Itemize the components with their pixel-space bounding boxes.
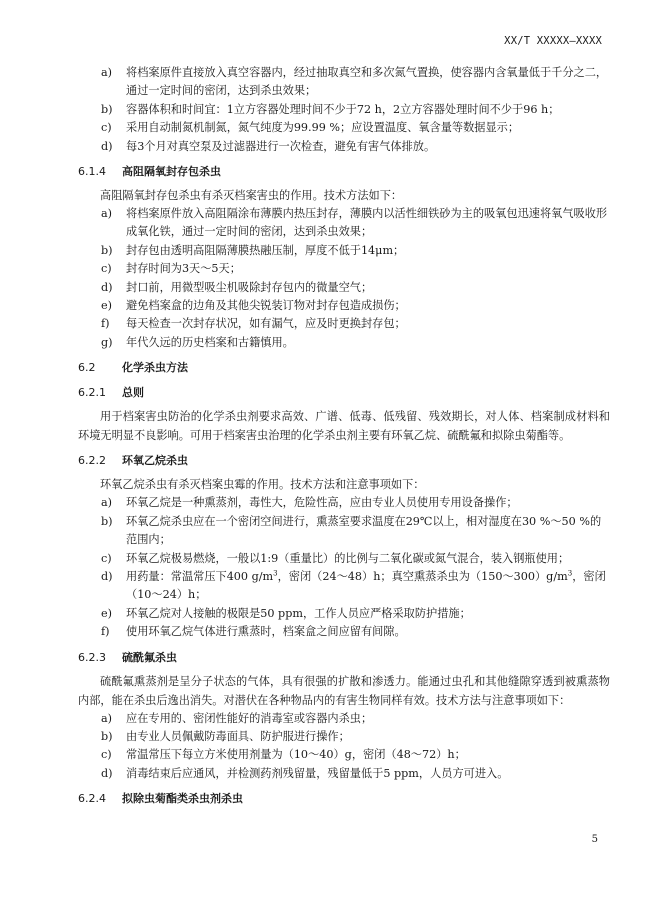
- section-number: 6.2.2: [78, 454, 106, 468]
- section-number: 6.1.4: [78, 165, 106, 179]
- list-item: [78, 297, 610, 315]
- list-marker: f): [101, 625, 110, 639]
- list-marker: c): [101, 262, 112, 276]
- list-item: [78, 568, 610, 605]
- list-item-text: 采用自动制氮机制氮，氮气纯度为99.99 %；应设置温度、氧含量等数据显示；: [126, 121, 520, 135]
- list-item: [78, 746, 610, 764]
- list-marker: d): [101, 280, 113, 294]
- list-marker: a): [101, 711, 113, 725]
- list-marker: b): [101, 729, 113, 743]
- list-item-text: 每3个月对真空泵及过滤器进行一次检查，避免有害气体排放。: [126, 139, 436, 153]
- list-marker: b): [101, 243, 113, 257]
- list-item-text: 封口前，用微型吸尘机吸除封存包内的微量空气；: [126, 280, 373, 294]
- superscript: 3: [273, 569, 278, 578]
- list-item: [78, 119, 610, 137]
- list-item: [78, 279, 610, 297]
- list-item: [78, 205, 610, 242]
- vacuum-nitrogen-list: [78, 64, 610, 156]
- section-title: 总则: [122, 386, 144, 400]
- list-item-text: 封存时间为3天～5天；: [126, 262, 241, 276]
- list-item-text: 应在专用的、密闭性能好的消毒室或容器内杀虫；: [126, 711, 373, 725]
- list-marker: a): [101, 207, 113, 221]
- list-item: [78, 494, 610, 512]
- section-intro: 高阻隔氧封存包杀虫有杀灭档案害虫的作用。技术方法如下：: [100, 189, 403, 203]
- list-item-text: 环氧乙烷极易燃烧，一般以1:9（重量比）的比例与二氧化碳或氮气混合，装入钢瓶使用；: [126, 551, 570, 565]
- list-item-text: 环氧乙烷杀虫应在一个密闭空间进行，熏蒸室要求温度在29℃以上，相对湿度在30 %～50 %的范围内；: [126, 514, 602, 547]
- page-content: [78, 64, 610, 813]
- list-item-text: 消毒结束后应通风，并检测药剂残留量，残留量低于5 ppm，人员方可进入。: [126, 766, 509, 780]
- list-item: [78, 64, 610, 101]
- list-item-text: 每天检查一次封存状况，如有漏气，应及时更换封存包；: [126, 317, 406, 331]
- general-paragraph: 用于档案害虫防治的化学杀虫剂要求高效、广谱、低毒、低残留、残效期长，对人体、档案制成材料和环境无明显不良影响。可用于档案害虫治理的化学杀虫剂主要有环氧乙烷、硫酰氟和拟除虫菊酯等。: [78, 410, 610, 443]
- list-marker: c): [101, 551, 112, 565]
- section-title: 拟除虫菊酯类杀虫剂杀虫: [122, 792, 243, 806]
- section-number: 6.2.3: [78, 650, 106, 664]
- list-item: [78, 710, 610, 728]
- dosage-text: ，密闭（24～48）h；真空熏蒸杀虫为（150～300）g/m: [277, 569, 568, 583]
- list-item: [78, 550, 610, 568]
- list-item: [78, 260, 610, 278]
- list-item-text: [126, 568, 610, 605]
- section-heading-6-2: [78, 359, 610, 377]
- section-heading-6-2-2: [78, 452, 610, 470]
- list-item-text: 常温常压下每立方米使用剂量为（10～40）g，密闭（48～72）h；: [126, 748, 466, 762]
- list-item-text: 使用环氧乙烷气体进行熏蒸时，档案盒之间应留有间隙。: [126, 625, 406, 639]
- list-item-text: 避免档案盒的边角及其他尖锐装订物对封存包造成损伤；: [126, 299, 406, 313]
- list-item: [78, 623, 610, 641]
- sulfuryl-fluoride-list: [78, 710, 610, 784]
- section-heading-6-2-3: [78, 649, 610, 667]
- section-number: 6.2.1: [78, 386, 106, 400]
- dosage-text: 用药量：常温常压下400 g/m: [126, 569, 274, 583]
- list-item: [78, 605, 610, 623]
- ethylene-oxide-list: [78, 494, 610, 641]
- list-marker: g): [101, 335, 113, 349]
- list-item: [78, 242, 610, 260]
- list-marker: f): [101, 317, 110, 331]
- section-heading-6-2-1: [78, 384, 610, 402]
- list-item: [78, 315, 610, 333]
- section-heading-6-1-4: [78, 163, 610, 181]
- list-marker: b): [101, 102, 113, 116]
- section-number: 6.2: [78, 361, 96, 375]
- list-item-text: 将档案原件直接放入真空容器内，经过抽取真空和多次氮气置换，使容器内含氧量低于千分之二，通过一定时间的密闭，达到杀虫效果；: [126, 66, 608, 98]
- list-item: [78, 513, 610, 550]
- section-intro: 环氧乙烷杀虫有杀灭档案虫霉的作用。技术方法和注意事项如下：: [100, 478, 425, 492]
- list-item-text: 封存包由透明高阻隔薄膜热融压制，厚度不低于14μm；: [126, 243, 405, 257]
- oxygen-barrier-list: [78, 205, 610, 352]
- list-marker: d): [101, 569, 113, 583]
- section-title: 硫酰氟杀虫: [122, 650, 177, 664]
- list-marker: e): [101, 299, 112, 313]
- list-marker: d): [101, 766, 113, 780]
- list-item: [78, 334, 610, 352]
- section-heading-6-2-4: [78, 790, 610, 808]
- list-item-text: 由专业人员佩戴防毒面具、防护服进行操作；: [126, 729, 350, 743]
- list-item: [78, 138, 610, 156]
- list-item-text: 年代久远的历史档案和古籍慎用。: [126, 335, 294, 349]
- page-number: 5: [591, 834, 598, 845]
- list-marker: b): [101, 514, 113, 528]
- list-item-text: 环氧乙烷是一种熏蒸剂，毒性大，危险性高，应由专业人员使用专用设备操作；: [126, 496, 518, 510]
- list-marker: c): [101, 121, 112, 135]
- list-marker: a): [101, 496, 113, 510]
- section-title: 高阻隔氧封存包杀虫: [122, 165, 221, 179]
- list-marker: e): [101, 606, 112, 620]
- section-number: 6.2.4: [78, 792, 106, 806]
- list-marker: c): [101, 748, 112, 762]
- list-item-text: 环氧乙烷对人接触的极限是50 ppm，工作人员应严格采取防护措施；: [126, 606, 471, 620]
- dosage-text: ，密闭（10～24）h；: [126, 569, 606, 602]
- list-marker: a): [101, 66, 113, 79]
- list-item: [78, 728, 610, 746]
- list-item-text: 将档案原件放入高阻隔涂布薄膜内热压封存，薄膜内以活性细铁砂为主的吸氧包迅速将氧气吸收形成氧化铁，通过一定时间的密闭，达到杀虫效果；: [126, 207, 608, 239]
- list-item: [78, 765, 610, 783]
- section-title: 环氧乙烷杀虫: [122, 454, 188, 468]
- standard-code-header: XX/T XXXXX—XXXX: [504, 35, 602, 47]
- list-item-text: 容器体积和时间宜：1立方容器处理时间不少于72 h，2立方容器处理时间不少于96 h；: [126, 102, 560, 116]
- superscript: 3: [567, 569, 573, 578]
- list-marker: d): [101, 139, 113, 153]
- list-item: [78, 101, 610, 119]
- section-title: 化学杀虫方法: [122, 361, 188, 375]
- sulfuryl-fluoride-paragraph: 硫酰氟熏蒸剂是呈分子状态的气体，具有很强的扩散和渗透力。能通过虫孔和其他缝隙穿透到被熏蒸物内部，能在杀虫后逸出消失。对潜伏在各种物品内的有害生物同样有效。技术方法与注意事项如下：: [78, 674, 610, 707]
